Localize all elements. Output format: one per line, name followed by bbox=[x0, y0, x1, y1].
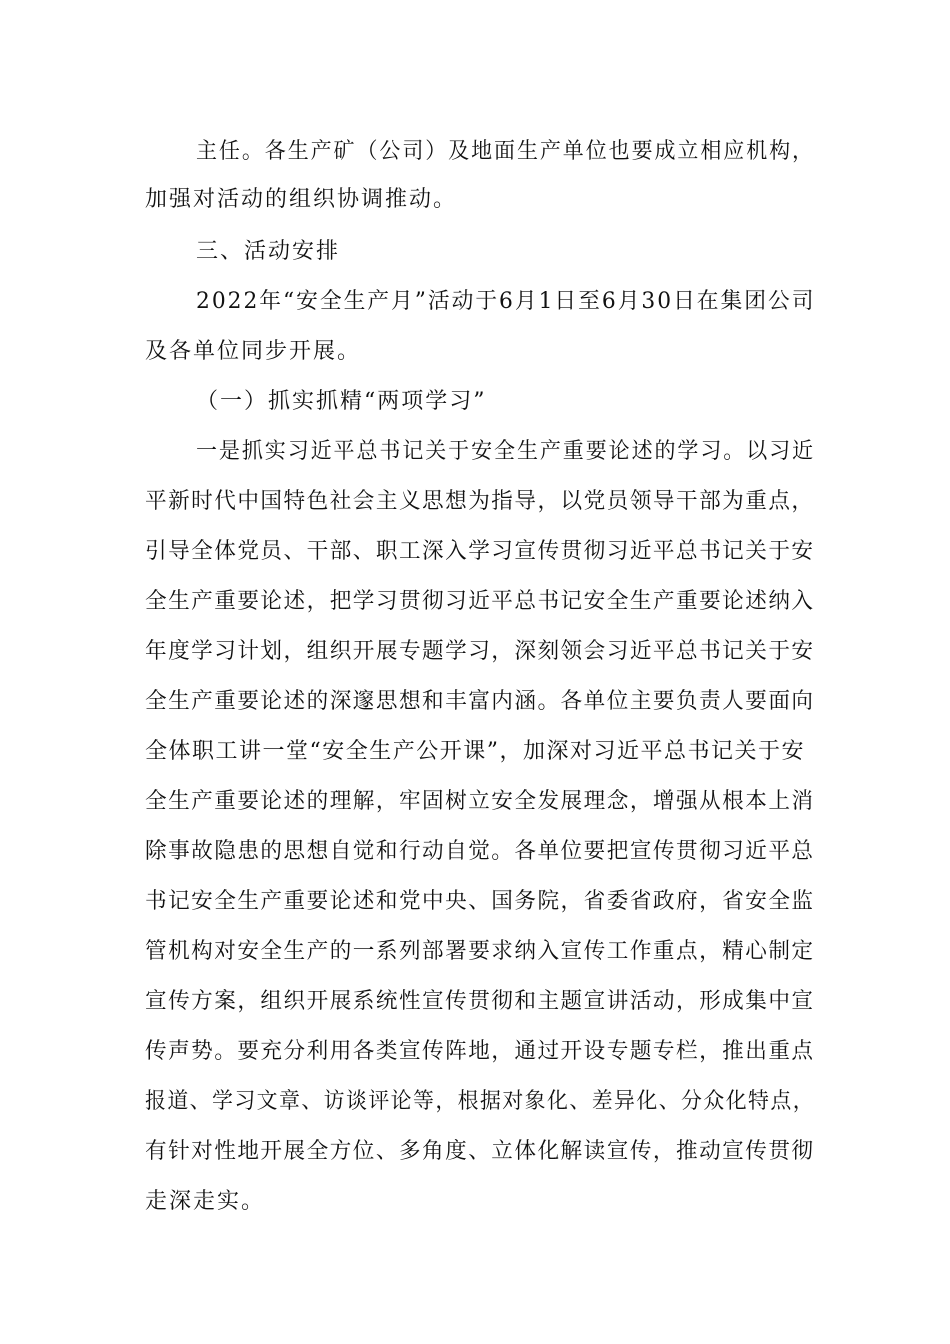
text-line: 书记安全生产重要论述和党中央、国务院，省委省政府，省安全监 bbox=[145, 889, 815, 914]
text-line: 主任。各生产矿（公司）及地面生产单位也要成立相应机构， bbox=[196, 139, 815, 164]
text-line: 全生产重要论述，把学习贯彻习近平总书记安全生产重要论述纳入 bbox=[145, 589, 815, 614]
section-heading: 三、活动安排 bbox=[196, 239, 341, 264]
text-line: 报道、学习文章、访谈评论等，根据对象化、差异化、分众化特点， bbox=[145, 1089, 816, 1114]
subsection-heading: （一）抓实抓精“两项学习” bbox=[196, 389, 487, 414]
text-line: 平新时代中国特色社会主义思想为指导，以党员领导干部为重点， bbox=[145, 489, 815, 514]
text-line: 及各单位同步开展。 bbox=[145, 339, 362, 364]
text-line: 走深走实。 bbox=[145, 1189, 266, 1214]
text-line: 传声势。要充分利用各类宣传阵地，通过开设专题专栏，推出重点 bbox=[145, 1039, 815, 1064]
text-line: 引导全体党员、干部、职工深入学习宣传贯彻习近平总书记关于安 bbox=[145, 539, 815, 564]
text-line: 2022年“安全生产月”活动于6月1日至6月30日在集团公司 bbox=[196, 289, 816, 314]
text-line: 宣传方案，组织开展系统性宣传贯彻和主题宣讲活动，形成集中宣 bbox=[145, 989, 815, 1014]
text-line: 全生产重要论述的理解，牢固树立安全发展理念，增强从根本上消 bbox=[145, 789, 815, 814]
text-line: 加强对活动的组织协调推动。 bbox=[145, 187, 458, 212]
text-line: 除事故隐患的思想自觉和行动自觉。各单位要把宣传贯彻习近平总 bbox=[145, 839, 815, 864]
text-line: 管机构对安全生产的一系列部署要求纳入宣传工作重点，精心制定 bbox=[145, 939, 815, 964]
text-line: 全生产重要论述的深邃思想和丰富内涵。各单位主要负责人要面向 bbox=[145, 689, 815, 714]
text-line: 全体职工讲一堂“安全生产公开课”，加深对习近平总书记关于安 bbox=[145, 739, 805, 764]
text-line: 年度学习计划，组织开展专题学习，深刻领会习近平总书记关于安 bbox=[145, 639, 815, 664]
text-line: 有针对性地开展全方位、多角度、立体化解读宣传，推动宣传贯彻 bbox=[145, 1139, 815, 1164]
text-line: 一是抓实习近平总书记关于安全生产重要论述的学习。以习近 bbox=[196, 439, 815, 464]
